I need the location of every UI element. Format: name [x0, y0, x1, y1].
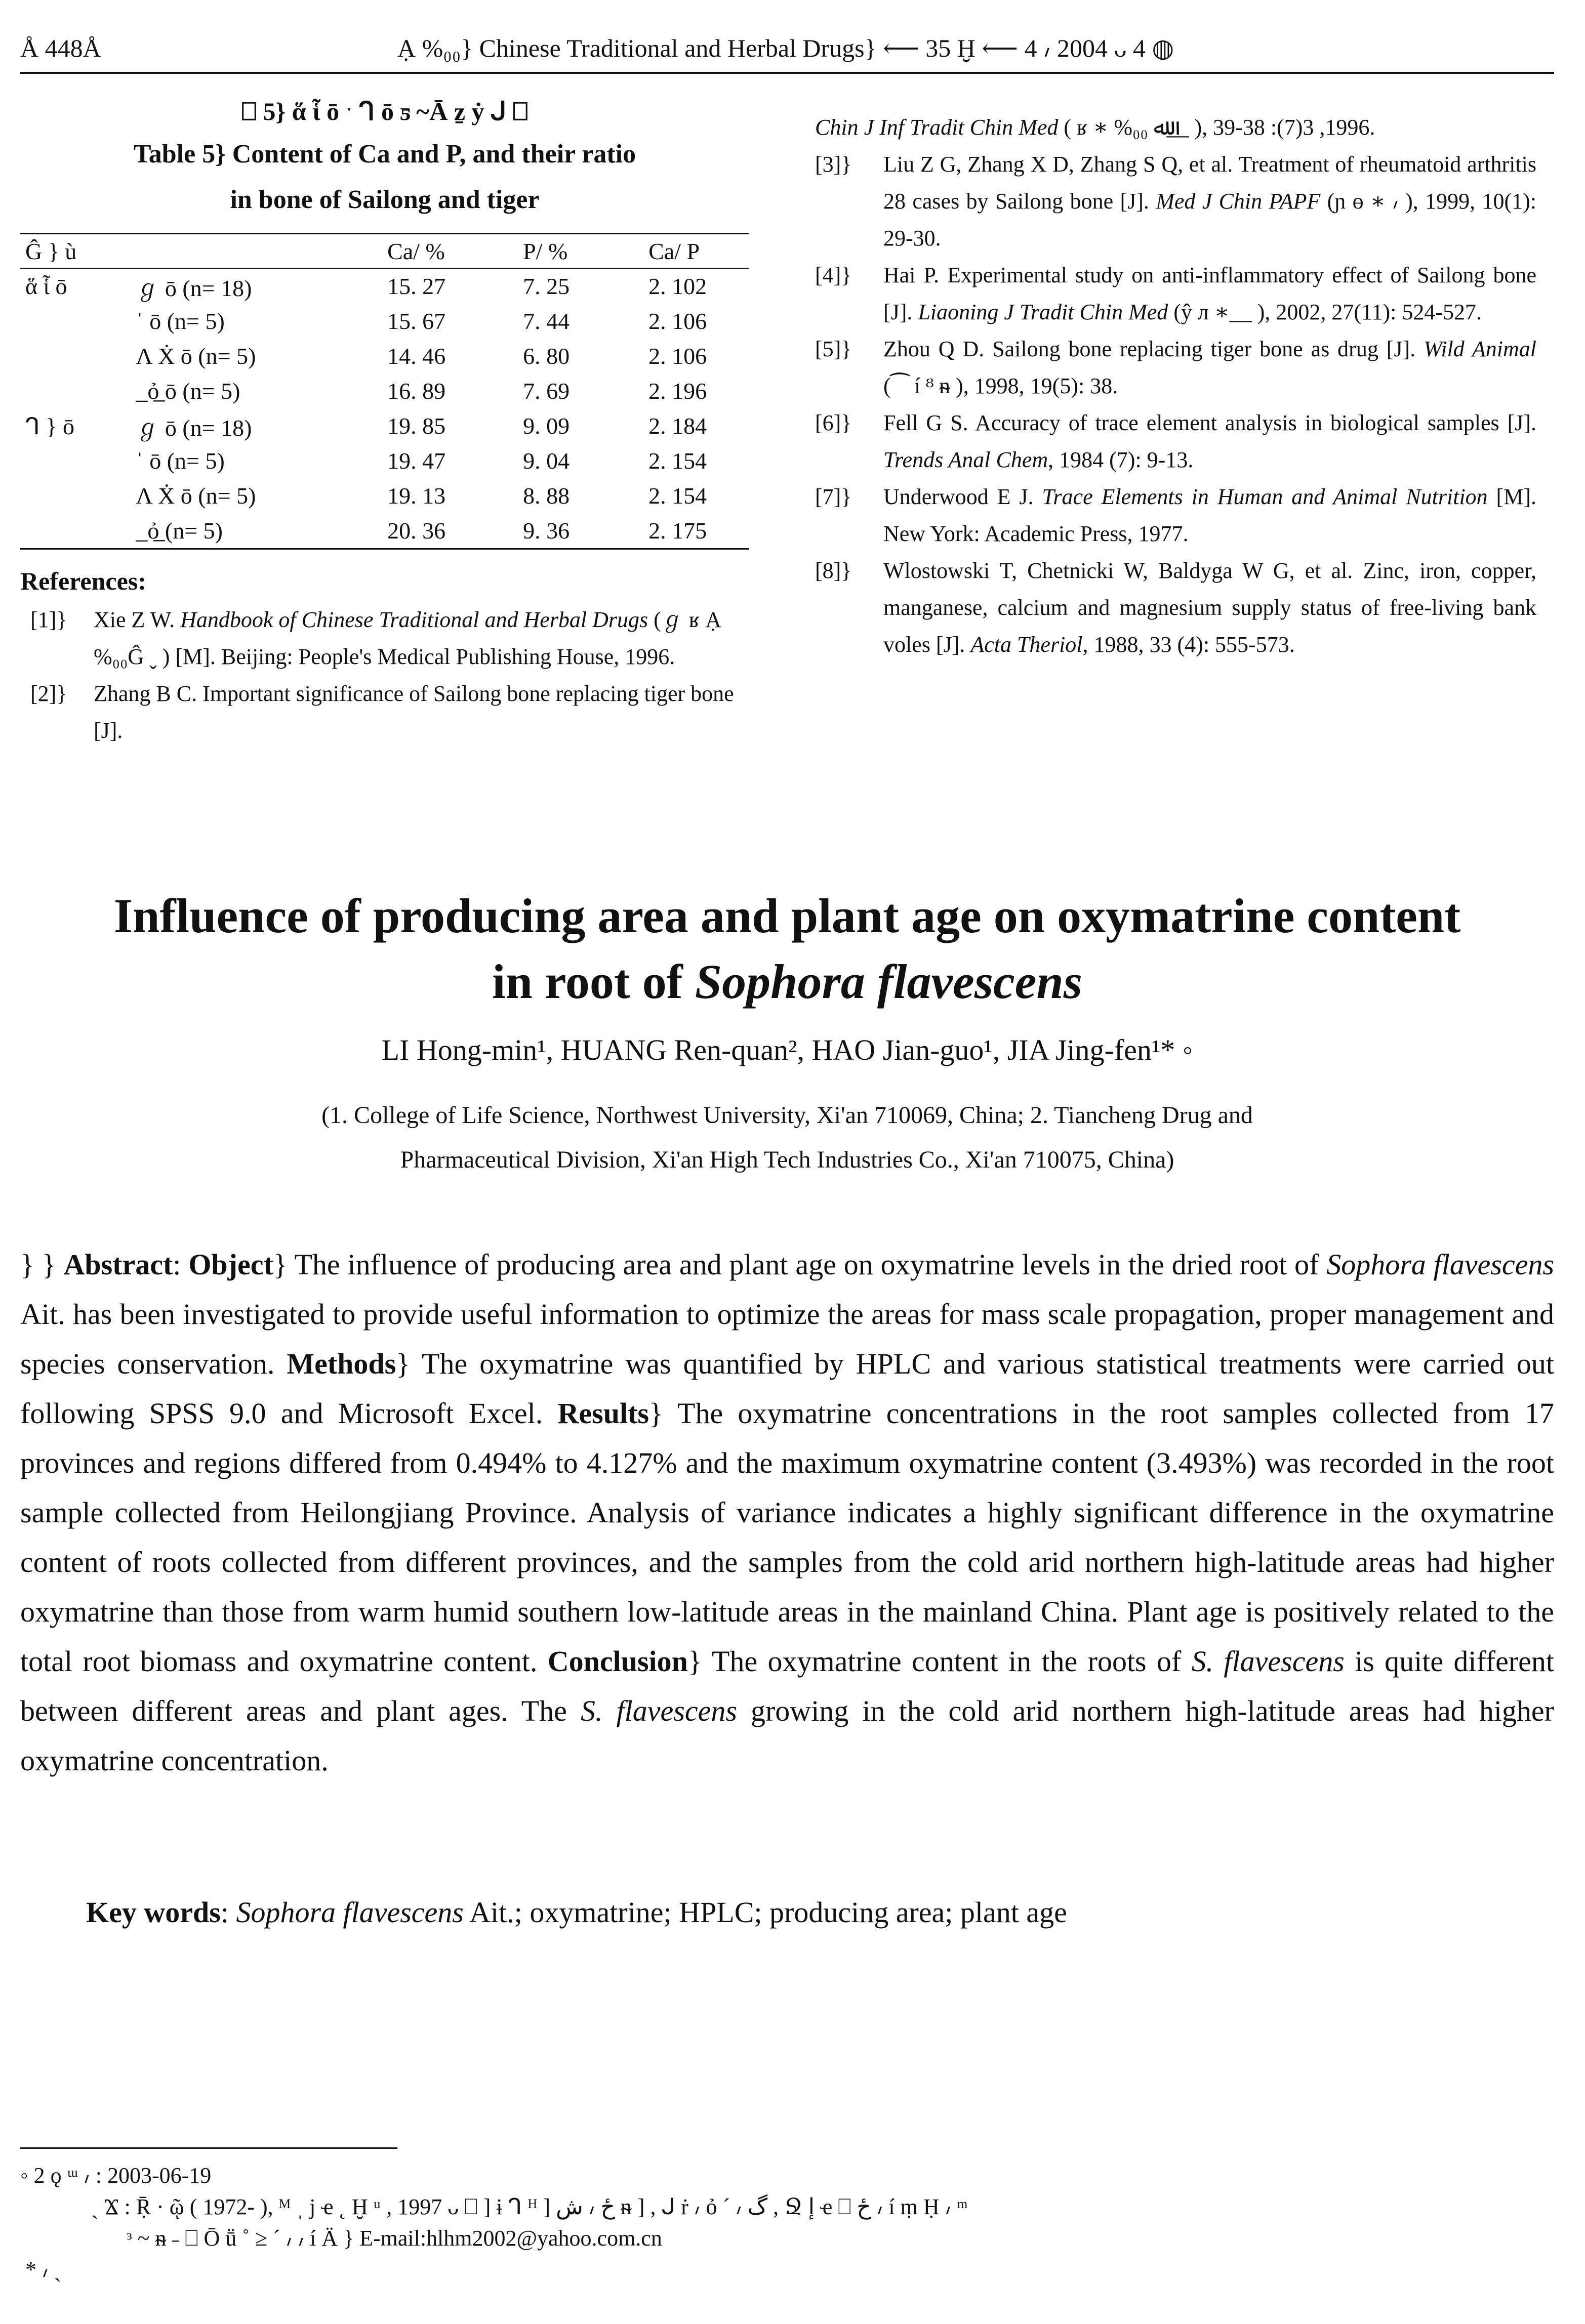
table-cell: 8. 88	[523, 483, 570, 509]
table-cell: ℊ ō (n= 18)	[136, 414, 252, 441]
keywords-text: Ait.; oxymatrine; HPLC; producing area; plant age	[463, 1896, 1067, 1929]
table-cell	[20, 513, 136, 549]
table-header-cell: Ca/ P	[648, 238, 700, 264]
journal-name: Ạ %₀₀} Chinese Traditional and Herbal Drugs} ⟵ 35 Ḫ ⟵ 4 ៸ 2004 ᴗ 4 ◍	[397, 34, 1174, 62]
references-heading: References:	[20, 567, 146, 595]
reference-item	[815, 257, 1536, 330]
reference-number: [1]}	[30, 607, 67, 632]
reference-item	[815, 552, 1536, 663]
results-label: Results	[557, 1397, 649, 1430]
table-cell: ἅ ἷ ō	[25, 273, 67, 299]
reference-text: Zhou Q D. Sailong bone replacing tiger bone as drug [J].	[883, 337, 1424, 361]
reference-item	[815, 404, 1536, 478]
table-cell: 7. 25	[523, 273, 570, 299]
table-cell: 2. 106	[648, 308, 707, 334]
reference-number: [7]}	[815, 484, 852, 509]
table-cell: _ỏ̲ ō (n= 5)	[136, 378, 240, 404]
reference-text: (ŷ л ∗__ ), 2002, 27(11): 524-527.	[1168, 300, 1482, 324]
reference-number: [8]}	[815, 558, 852, 583]
abstract	[20, 1240, 1554, 1786]
reference-text: (ℊ ʁ Ạ %₀₀Ĝ ˬ ) [M]. Beijing: People's Medical Publishing House, 1996.	[94, 607, 722, 669]
footnotes	[20, 2160, 1554, 2286]
affiliation-line2: Pharmaceutical Division, Xi'an High Tech Industries Co., Xi'an 710075, China)	[400, 1146, 1174, 1173]
reference-number: [2]}	[30, 681, 67, 706]
article-title	[20, 883, 1554, 1015]
conclusion-text: growing in the cold arid northern high-latitude areas had higher oxymatrine concentration.	[20, 1694, 1554, 1777]
reference-title: Handbook of Chinese Traditional and Herbal Drugs	[180, 607, 648, 632]
conclusion-text: } The oxymatrine content in the roots of	[687, 1645, 1192, 1678]
table-header-cell	[136, 234, 387, 269]
table-cell: 7. 44	[523, 308, 570, 334]
species-name: S. flavescens	[1191, 1645, 1345, 1678]
reference-number: [5]}	[815, 337, 852, 361]
title-line2	[20, 949, 1554, 1015]
reference-text: Hai P. Experimental study on anti-inflammatory effect of Sailong bone [J].	[883, 263, 1536, 324]
table-caption-cn: ⎕ 5} ἅ ἷ ō ˑ ᒉ ō ƽ ~Ā ẕ ẏ ᒍ ⎕	[241, 97, 528, 126]
table-cell: 19. 47	[387, 448, 446, 474]
abstract-colon: :	[173, 1248, 189, 1281]
table-cell: 9. 09	[523, 413, 570, 439]
keywords-label: Key words	[86, 1896, 221, 1929]
reference-journal: Wild Animal	[1424, 337, 1536, 361]
species-name: S. flavescens	[580, 1694, 737, 1727]
table-row	[20, 304, 749, 339]
table-cell	[20, 339, 136, 374]
table-cell: 9. 36	[523, 518, 570, 544]
reference-item	[20, 601, 749, 675]
table-cell: 2. 175	[648, 518, 707, 544]
conclusion-text: is quite different between different areas and plant ages. The	[20, 1645, 1555, 1727]
results-text: } The oxymatrine concentrations in the root samples collected from 17 provinces and regions differed from 0.494% to 4.127% and the maximum oxymatrine content (3.493%) was recorded in the root sample collected from Heilongjiang Province. Analysis of variance indicates a highly significant difference in the oxymatrine content of roots collected from different provinces, and the samples from the cold arid northern high-latitude areas had higher oxymatrine than those from warm humid southern low-latitude areas in the mainland China. Plant age is positively related to the total root biomass and oxymatrine content.	[20, 1397, 1554, 1678]
title-species: Sophora flavescens	[695, 954, 1083, 1009]
reference-text: Liu Z G, Zhang X D, Zhang S Q, et al. Treatment of rheumatoid arthritis 28 cases by Sailong bone [J].	[883, 152, 1536, 214]
table-header-cell: P/ %	[523, 238, 568, 264]
reference-journal: Liaoning J Tradit Chin Med	[918, 300, 1168, 324]
table-caption-en	[20, 132, 749, 223]
reference-text: , 1984 (7): 9-13.	[1048, 447, 1194, 472]
conclusion-label: Conclusion	[547, 1645, 688, 1678]
reference-journal: Chin J Inf Tradit Chin Med	[815, 115, 1059, 140]
title-line2-text: in root of	[492, 954, 695, 1009]
table-cell: 9. 04	[523, 448, 570, 474]
reference-item	[815, 478, 1536, 552]
running-head	[20, 25, 1554, 71]
table-cell: ˈ ō (n= 5)	[136, 308, 225, 334]
reference-text: ( ʁ ∗ %₀₀ ﷲ__ ), 1996, 3(7): 38-39.	[1058, 115, 1375, 140]
title-line1: Influence of producing area and plant age on oxymatrine content	[113, 889, 1461, 943]
footnote-email: ᵌ ~ ᵰ ˗ ⎕ Ō ṻ ˚ ≥ ˊ ៸ ៸ í Ä } E-mail:hlhm2002@yahoo.com.cn	[127, 2226, 662, 2251]
reference-item	[20, 675, 749, 749]
keywords-colon: :	[220, 1896, 236, 1929]
methods-label: Methods	[287, 1347, 396, 1380]
footnote-corresponding: * ៸ ˏ	[25, 2257, 62, 2282]
reference-text: , 1988, 33 (4): 555-573.	[1082, 632, 1295, 657]
right-column	[815, 109, 1536, 663]
footnote-received: ◦ 2 ǫ ᵚ ៸ : 2003-06-19	[20, 2163, 212, 2188]
reference-number: [6]}	[815, 410, 852, 435]
table-cell: 2. 154	[648, 483, 707, 509]
reference-text: [M]. New York: Academic Press, 1977.	[883, 484, 1536, 546]
table-header-cell: Ca/ %	[387, 238, 445, 264]
reference-text: Xie Z W.	[94, 607, 181, 632]
table-header-row	[20, 234, 749, 269]
reference-journal: Med J Chin PAPF	[1156, 189, 1321, 214]
abstract-label: Abstract	[63, 1248, 173, 1281]
data-table	[20, 233, 749, 550]
table-cell: 19. 13	[387, 483, 446, 509]
header-rule	[20, 72, 1554, 74]
object-text: Ait. has been investigated to provide useful information to optimize the areas for mass scale propagation, proper management and species conservation.	[20, 1298, 1554, 1380]
table-caption-line2: in bone of Sailong and tiger	[230, 185, 540, 214]
reference-journal: Trends Anal Chem	[883, 447, 1048, 472]
reference-text: Fell G S. Accuracy of trace element analysis in biological samples [J].	[883, 410, 1536, 435]
affiliations	[20, 1093, 1554, 1182]
left-column	[20, 91, 749, 749]
table-cell	[20, 304, 136, 339]
table-row	[20, 443, 749, 478]
table-caption-line1: Table 5} Content of Ca and P, and their ratio	[133, 140, 636, 169]
authors: LI Hong-min¹, HUANG Ren-quan², HAO Jian-guo¹, JIA Jing-fen¹* ◦	[381, 1033, 1193, 1066]
table-cell	[20, 443, 136, 478]
table-row	[20, 478, 749, 513]
reference-title: Trace Elements in Human and Animal Nutrition	[1042, 484, 1488, 509]
reference-item	[815, 146, 1536, 257]
table-cell: 6. 80	[523, 343, 570, 369]
table-row	[20, 268, 749, 304]
footnote-rule	[20, 2147, 397, 2149]
table-cell	[20, 478, 136, 513]
table-row	[20, 339, 749, 374]
reference-text: (ɲ ɵ ∗ ៸ ), 1999, 10(1): 29-30.	[883, 189, 1536, 251]
table-cell: 2. 154	[648, 448, 707, 474]
table-cell: 14. 46	[387, 343, 446, 369]
table-cell: Λ Ẋ ō (n= 5)	[136, 483, 256, 509]
table-cell: 15. 27	[387, 273, 446, 299]
table-cell: ˈ ō (n= 5)	[136, 448, 225, 474]
page-number: Å 448Å	[20, 34, 101, 62]
table-row	[20, 408, 749, 443]
keyword-species: Sophora flavescens	[236, 1896, 464, 1929]
table-cell: ℊ ō (n= 18)	[136, 275, 252, 301]
table-cell: 2. 196	[648, 378, 707, 404]
reference-text: Zhang B C. Important significance of Sailong bone replacing tiger bone [J].	[94, 681, 734, 743]
table-cell: 20. 36	[387, 518, 446, 544]
object-label: Object	[188, 1248, 273, 1281]
table-cell: 16. 89	[387, 378, 446, 404]
reference-number: [3]}	[815, 152, 852, 177]
table-cell: Λ Ẋ ō (n= 5)	[136, 343, 256, 369]
table-cell	[20, 374, 136, 408]
reference-item-continued	[815, 109, 1536, 146]
methods-text: } The oxymatrine was quantified by HPLC and various statistical treatments were carried out following SPSS 9.0 and Microsoft Excel.	[20, 1347, 1554, 1430]
table-cell: 2. 106	[648, 343, 707, 369]
keywords	[86, 1888, 1554, 1937]
table-cell: ᒉ } ō	[25, 413, 74, 439]
table-cell: 19. 85	[387, 413, 446, 439]
reference-text: (⁀ í ᴽ ᵰ ), 1998, 19(5): 38.	[883, 374, 1118, 398]
table-cell: _ỏ̲ (n= 5)	[136, 518, 223, 544]
reference-text: Underwood E J.	[883, 484, 1042, 509]
table-header-cell: Ĝ } ù	[25, 238, 77, 264]
reference-journal: Acta Theriol	[970, 632, 1083, 657]
footnote-author-bio: ˏ Ϫ : Ṝ · ῷ ( 1972- ), ᴹ ˌ j ҽ ˛ Ḫ ᵘ , 1997 ᴗ ⎕ ] ɨ ᒉ ᴴ ] ځ ៸ ش ᵰ ] , ᒍ ṙ ៸ ỏ ˊ ៸ گ , Ջ ﺇ ҽ ⎕ ځ ៸ í ṃ Ḥ ៸ ᵐ	[91, 2194, 968, 2219]
reference-number: [4]}	[815, 263, 852, 287]
table-cell: 2. 184	[648, 413, 707, 439]
object-text: } The influence of producing area and plant age on oxymatrine levels in the dried root of	[273, 1248, 1327, 1281]
affiliation-line1: (1. College of Life Science, Northwest University, Xi'an 710069, China; 2. Tiancheng Drug and	[321, 1102, 1253, 1129]
table-row	[20, 374, 749, 408]
reference-text: Wlostowski T, Chetnicki W, Baldyga W G, et al. Zinc, iron, copper, manganese, calcium and magnesium supply status of free-living bank voles [J].	[883, 558, 1536, 657]
table-cell: 2. 102	[648, 273, 707, 299]
abstract-lead: } }	[20, 1248, 64, 1281]
table-row	[20, 513, 749, 549]
table-cell: 7. 69	[523, 378, 570, 404]
species-name: Sophora flavescens	[1326, 1248, 1554, 1281]
table-cell: 15. 67	[387, 308, 446, 334]
reference-item	[815, 330, 1536, 404]
